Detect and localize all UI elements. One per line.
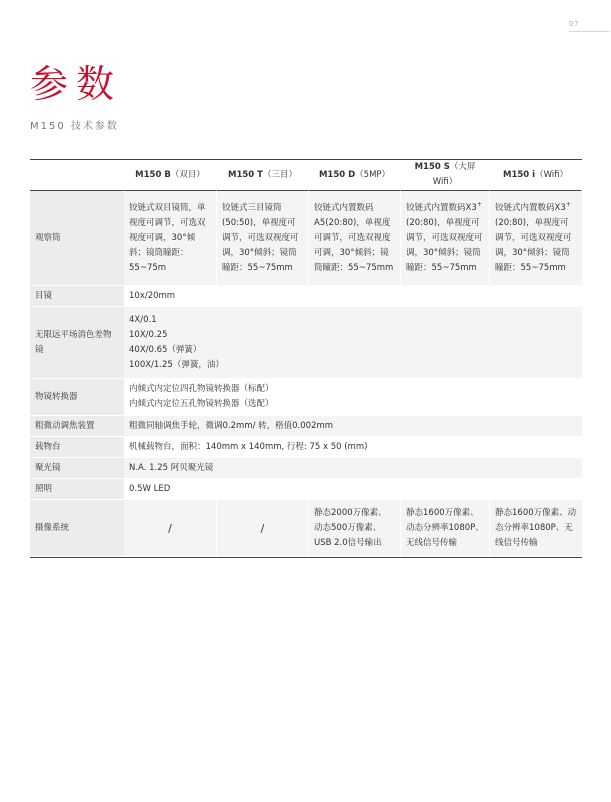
header-m150s: M150 S（大屏Wifi）	[401, 160, 490, 191]
cell-camera-m150d: 静态2000万像素、动态500万像素、USB 2.0信号输出	[309, 500, 401, 557]
table-row-stage	[30, 437, 582, 458]
page-title: 参数	[30, 62, 123, 106]
row-label-objective: 无限远平场消色差物镜	[30, 307, 124, 379]
objective-line: 100X/1.25（弹簧，油）	[129, 359, 224, 370]
cell-eyepiece: 10x/20mm	[124, 286, 582, 307]
nosepiece-line: 内倾式内定位五孔物镜转换器（选配）	[129, 399, 274, 409]
header-m150t: M150 T（三目）	[217, 160, 309, 191]
page-number: 07	[569, 20, 609, 32]
row-label-camera: 摄像系统	[30, 500, 124, 557]
table-header-row	[30, 160, 582, 191]
row-label-nosepiece: 物镜转换器	[30, 379, 124, 416]
row-label-observation: 观察筒	[30, 191, 124, 286]
row-label-stage: 载物台	[30, 437, 124, 458]
cell-camera-m150s: 静态1600万像素、动态分辨率1080P、无线信号传输	[401, 500, 490, 557]
header-blank	[30, 160, 124, 191]
table-row-illumination	[30, 479, 582, 500]
row-label-illumination: 照明	[30, 479, 124, 500]
cell-observation-m150i: 铰链式内置数码X3+(20:80)，单视度可调节，可选双视度可调，30°倾斜；镜筒瞳距：55~75mm	[490, 191, 582, 286]
header-m150b: M150 B（双目）	[124, 160, 217, 191]
cell-camera-m150i: 静态1600万像素、动态分辨率1080P、无线信号传输	[490, 500, 582, 557]
cell-stage: 机械载物台，面积：140mm x 140mm, 行程: 75 x 50 (mm)	[124, 437, 582, 458]
table-row-nosepiece	[30, 379, 582, 416]
cell-illumination: 0.5W LED	[124, 479, 582, 500]
row-label-focus: 粗微动调焦装置	[30, 416, 124, 437]
nosepiece-line: 内倾式内定位四孔物镜转换器（标配）	[129, 384, 274, 394]
cell-observation-m150t: 铰链式三目镜筒(50:50)，单视度可调节，可选双视度可调，30°倾斜；镜筒瞳距：55~75mm	[217, 191, 309, 286]
cell-observation-m150d: 铰链式内置数码A5(20:80)，单视度可调节，可选双视度可调，30°倾斜；镜筒瞳距：55~75mm	[309, 191, 401, 286]
cell-camera-m150t: /	[217, 500, 309, 557]
header-m150d: M150 D（5MP）	[309, 160, 401, 191]
cell-objective	[124, 307, 582, 379]
page-subtitle: M150 技术参数	[30, 121, 119, 132]
table-row-focus	[30, 416, 582, 437]
cell-focus: 粗微同轴调焦手轮，微调0.2mm/ 转，格值0.002mm	[124, 416, 582, 437]
table-row-objective	[30, 307, 582, 379]
table-row-condenser	[30, 458, 582, 479]
objective-line: 4X/0.1	[129, 314, 157, 325]
objective-line: 10X/0.25	[129, 329, 168, 340]
table-row-eyepiece	[30, 286, 582, 307]
cell-condenser: N.A. 1.25 阿贝聚光镜	[124, 458, 582, 479]
cell-observation-m150b: 铰链式双目镜筒，单视度可调节，可选双视度可调，30°倾斜；镜筒瞳距：55~75m	[124, 191, 217, 286]
cell-camera-m150b: /	[124, 500, 217, 557]
table-row-observation	[30, 191, 582, 286]
table-row-camera	[30, 500, 582, 557]
header-m150i: M150 i（Wifi）	[490, 160, 582, 191]
row-label-condenser: 聚光镜	[30, 458, 124, 479]
row-label-eyepiece: 目镜	[30, 286, 124, 307]
cell-nosepiece	[124, 379, 582, 416]
spec-table	[30, 159, 582, 558]
cell-observation-m150s: 铰链式内置数码X3+(20:80)，单视度可调节，可选双视度可调，30°倾斜；镜筒瞳距：55~75mm	[401, 191, 490, 286]
objective-line: 40X/0.65（弹簧）	[129, 344, 202, 355]
